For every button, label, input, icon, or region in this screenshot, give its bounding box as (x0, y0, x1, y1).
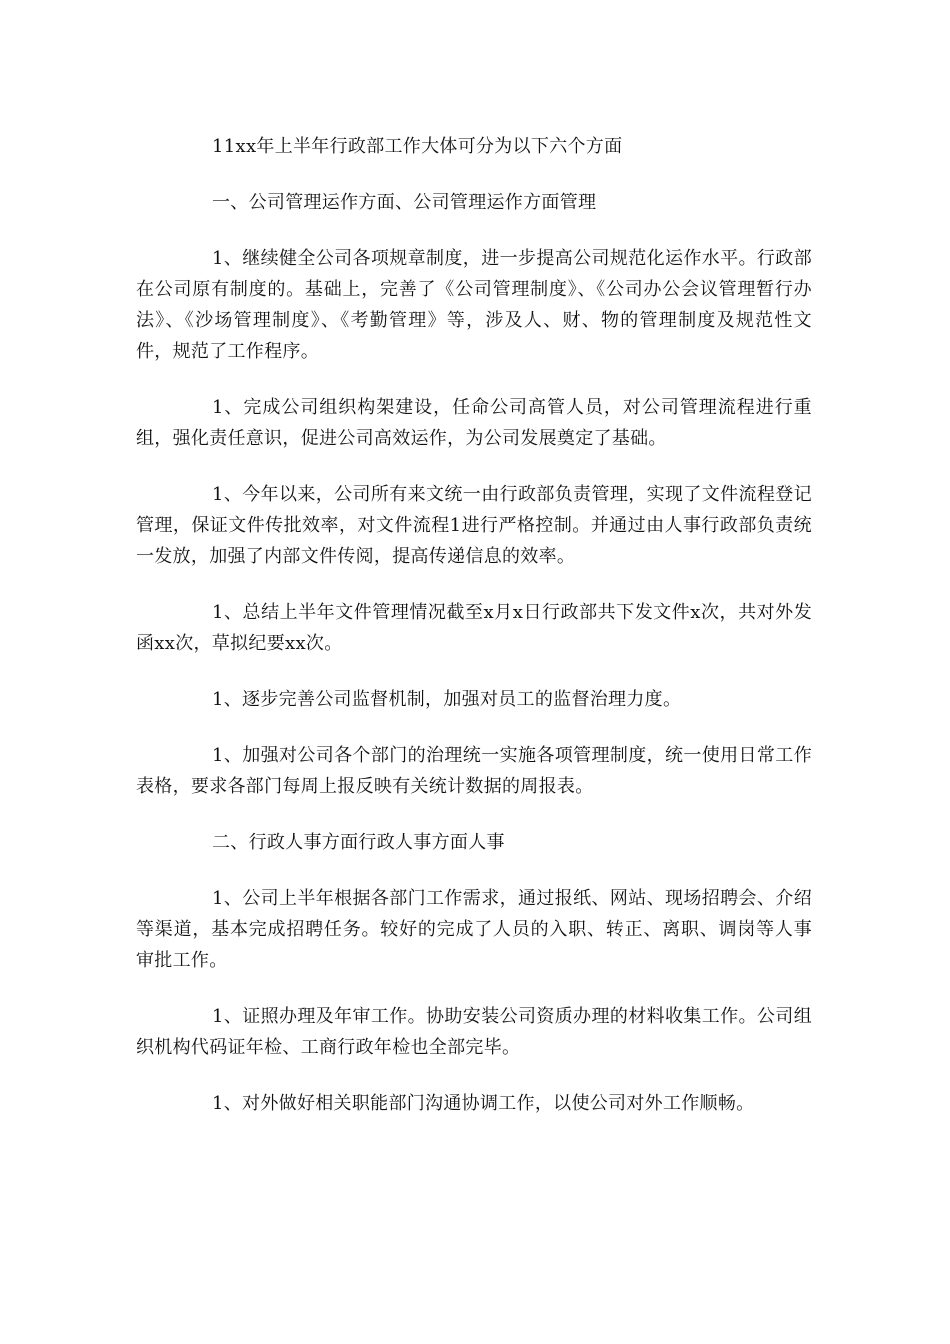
section-heading-hr: 二、行政人事方面行政人事方面人事 (212, 832, 505, 853)
paragraph-document-summary: 1、总结上半年文件管理情况截至x月x日行政部共下发文件x次，共对外发函xx次，草拟纪要xx次。 (136, 602, 812, 654)
paragraph-recruitment: 1、公司上半年根据各部门工作需求，通过报纸、网站、现场招聘会、介绍等渠道，基本完成招聘任务。较好的完成了人员的入职、转正、离职、调岗等人事审批工作。 (136, 888, 812, 971)
paragraph-licenses: 1、证照办理及年审工作。协助安装公司资质办理的材料收集工作。公司组织机构代码证年检、工商行政年检也全部完毕。 (136, 1006, 812, 1058)
paragraph-document-flow: 1、今年以来，公司所有来文统一由行政部负责管理，实现了文件流程登记管理，保证文件传批效率，对文件流程1进行严格控制。并通过由人事行政部负责统一发放，加强了内部文件传阅，提高传递信息的效率。 (136, 484, 812, 567)
document-title-line: 11xx年上半年行政部工作大体可分为以下六个方面 (212, 136, 623, 157)
paragraph-external-coordination: 1、对外做好相关职能部门沟通协调工作，以使公司对外工作顺畅。 (212, 1093, 755, 1114)
document-body (136, 131, 812, 1144)
section-heading-management: 一、公司管理运作方面、公司管理运作方面管理 (212, 192, 597, 213)
paragraph-supervision: 1、逐步完善公司监督机制，加强对员工的监督治理力度。 (212, 689, 682, 710)
paragraph-org-structure: 1、完成公司组织构架建设，任命公司高管人员，对公司管理流程进行重组，强化责任意识，促进公司高效运作，为公司发展奠定了基础。 (136, 397, 812, 449)
paragraph-department-reports: 1、加强对公司各个部门的治理统一实施各项管理制度，统一使用日常工作表格，要求各部门每周上报反映有关统计数据的周报表。 (136, 745, 812, 797)
paragraph-rules-system: 1、继续健全公司各项规章制度，进一步提高公司规范化运作水平。行政部在公司原有制度的。基础上，完善了《公司管理制度》、《公司办公会议管理暂行办法》、《沙场管理制度》、《考勤管理》等，涉及人、财、物的管理制度及规范性文件，规范了工作程序。 (136, 248, 812, 362)
